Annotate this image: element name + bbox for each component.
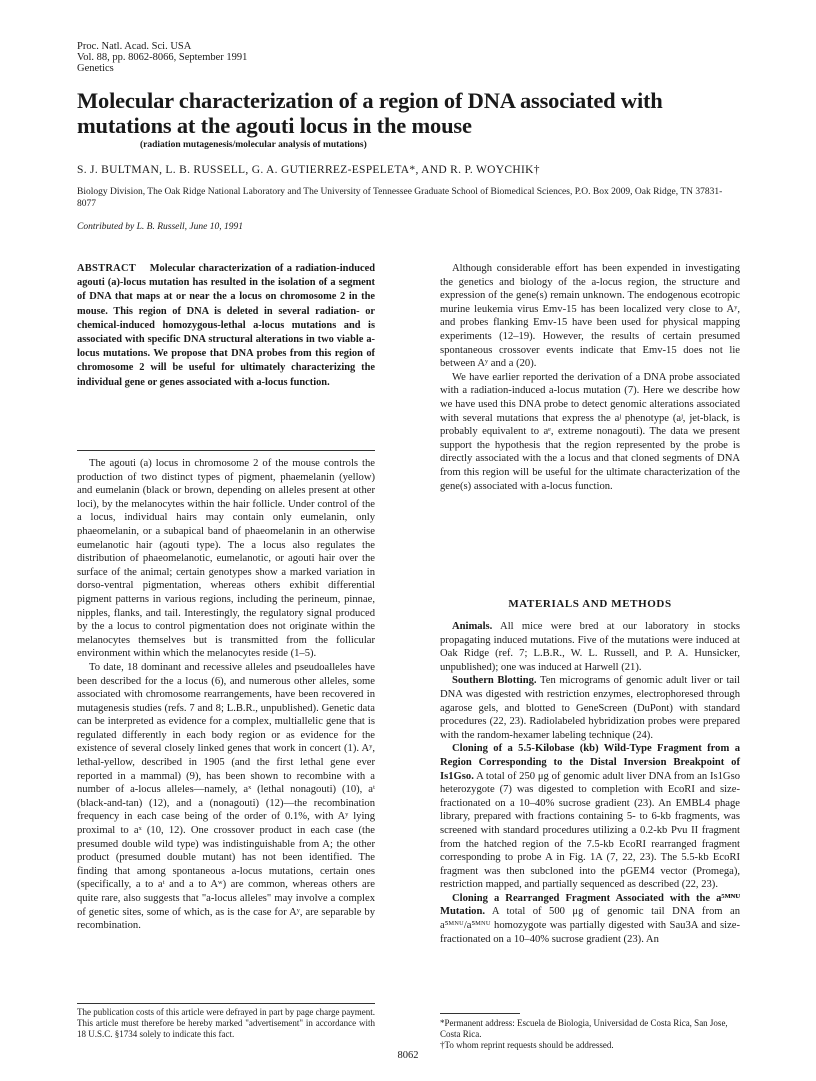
methods-cloning-wildtype-head: Cloning of a 5.5-Kilobase (kb) Wild-Type Fragment from a Region Corresponding to the Distal Inversion Breakpoint of Is1Gso. <box>440 743 740 782</box>
contributed-by <box>77 222 243 232</box>
page-number: 8062 <box>397 1050 419 1061</box>
address-footnotes <box>440 1018 740 1051</box>
methods-cloning-wildtype-text: A total of 250 μg of genomic adult liver DNA from an Is1Gso heterozygote (7) was digested to completion with EcoRI and size-fractionated on a 10–40% sucrose gradient (23). An EMBL4 phage library, prepared with fractions containing 5- to 6-kb fragments, was screened with standard procedures utilizing a 0.2-kb Pvu II fragment from the hatched region of the 7.5-kb EcoRI rearranged fragment corresponding to probe A in Fig. 1A (7, 22, 23). The 5.5-kb EcoRI fragment was then subcloned into the pGEM4 vector (Promega), restriction mapped, and partially sequenced as described (22, 23). <box>440 770 740 891</box>
methods-heading: MATERIALS AND METHODS <box>508 598 672 610</box>
methods-southern-text: Ten micrograms of genomic adult liver or tail DNA was digested with restriction enzymes, electrophoresed through agarose gels, and blotted to GeneScreen (DuPont) with standard procedures (22, 23). Radiolabeled hybridization probes were prepared with the random-hexamer labeling technique (24). <box>440 675 740 741</box>
journal-volume: Vol. 88, pp. 8062-8066, September 1991 <box>77 52 248 63</box>
journal-name: Proc. Natl. Acad. Sci. USA <box>77 41 192 52</box>
affiliation: Biology Division, The Oak Ridge National Laboratory and The University of Tennessee Graduate School of Biomedical Sciences, P.O. Box 2009, Oak Ridge, TN 37831-8077 <box>77 187 723 209</box>
abstract-text: Molecular characterization of a radiation-induced agouti (a)-locus mutation has resulted in the isolation of a segment of DNA that maps at or near the a locus on chromosome 2 in the mouse. This region of DNA is deleted in several radiation- or chemical-induced homozygous-lethal a-locus mutations and is associated with specific DNA structural alterations in two viable a-locus mutations. We propose that DNA probes from this region of chromosome 2 will be useful for ultimately characterizing the individual gene or genes associated with a-locus function. <box>77 263 375 388</box>
intro-paragraph-2: To date, 18 dominant and recessive alleles and pseudoalleles have been described for the a locus (6), and numerous other alleles, some associated with chromosome rearrangements, have been recovered in mutagenesis studies (refs. 7 and 8; L.B.R., unpublished). Genetic data can be interpreted as evidence for a complex, multiallelic gene that is regulated differently in each body region or as evidence for the existence of several closely linked genes that work in concert (1). Aʸ, lethal-yellow, described in 1905 (and the first lethal gene ever reported in a mammal) (9), has been shown to recombine with a number of a-locus alleles—namely, aˣ (lethal nonagouti) (10), aᵗ (black-and-tan) (12), and a (nonagouti) (12)—the recombination frequency in each case being of the order of 0.1%, with Aʸ lying proximal to aˣ (10, 12). One crossover product in each case (the presumed double wild type) was indistinguishable from A; the other product (presumed double mutant) has not been identified. The finding that among spontaneous a-locus mutations, certain ones (specifically, a to aᵗ and a to Aʷ) are common, whereas others are quite rare, also suggests that "a-locus alleles" may involve a complex of genetic sites, some of which, as is the case for Aʸ, are separable by recombination. <box>77 661 375 932</box>
abstract <box>77 262 375 390</box>
author-list: S. J. BULTMAN, L. B. RUSSELL, G. A. GUTIERREZ-ESPELETA*, AND R. P. WOYCHIK† <box>77 164 540 176</box>
left-column-body <box>77 457 375 933</box>
article-title: Molecular characterization of a region of DNA associated with mutations at the agouti locus in the mouse <box>77 88 663 138</box>
footnote-permanent-address: *Permanent address: Escuela de Biologia, Universidad de Costa Rica, San Jose, Costa Rica. <box>440 1018 728 1039</box>
methods-animals-text: All mice were bred at our laboratory in stocks propagating induced mutations. Five of the mutations were induced at Oak Ridge (ref. 7; L.B.R., W. L. Russell, and P. A. Hunsicker, unpublished); one was induced at Harwell (21). <box>440 621 740 673</box>
methods-southern-head: Southern Blotting. <box>452 675 537 687</box>
abstract-divider <box>77 450 375 451</box>
abstract-label: ABSTRACT <box>77 263 136 274</box>
methods-animals-head: Animals. <box>452 621 493 632</box>
methods-cloning-rearranged-text: A total of 500 μg of genomic tail DNA from an a⁵ᴹᴺᵁ/a⁵ᴹᴺᵁ homozygote was partially digested with Sau3A and size-fractionated on a 10–40% sucrose gradient (23). An <box>440 906 740 945</box>
journal-header <box>77 41 247 74</box>
journal-section: Genetics <box>77 63 114 74</box>
footnote-divider-right <box>440 1013 520 1014</box>
intro-paragraph-1: The agouti (a) locus in chromosome 2 of the mouse controls the production of two distinct types of pigment, phaemelanin (yellow) and eumelanin (black or brown, depending on alleles present at other loci), by the melanocytes within the hair follicle. Under control of the a locus, individual hairs may contain only eumelanin, only phaeomelanin, or a subapical band of phaeomelanin in an otherwise eumelanotic hair (agouti type). The a locus also regulates the distribution of phaeomelanotic, eumelanotic, or agouti hair over the surface of the animal; certain genotypes show a marked variation in dorso-ventral pigmentation, whereas others exhibit differential pigment patterns in various regions, including the perineum, pinnae, nipples, flanks, and tail. Interestingly, the regulatory signal produced by the a locus to control pigmentation does not originate within the melanocytes themselves but is transmitted from the follicular environment within which the melanocytes reside (1–5). <box>77 458 375 660</box>
publication-cost-note: The publication costs of this article were defrayed in part by page charge payment. This article must therefore be hereby marked "advertisement" in accordance with 18 U.S.C. §1734 solely to indicate this fact. <box>77 1007 375 1039</box>
methods-cloning-rearranged <box>440 892 740 946</box>
abstract-paragraph <box>77 262 375 390</box>
intro-paragraph-4: We have earlier reported the derivation of a DNA probe associated with a radiation-induced a-locus mutation (7). Here we describe how we have used this DNA probe to detect genomic alterations associated with several mutations that express the aʲ phenotype (aʲ, jet-black, is probably equivalent to aᵉ, extreme nonagouti). The data we present support the hypothesis that the region represented by the probe is directly associated with the a locus and that cloned segments of DNA from this region will be useful for the ultimate characterization of the gene(s) associated with a-locus function. <box>440 371 740 492</box>
methods-animals <box>440 620 740 674</box>
methods-southern <box>440 674 740 742</box>
footnote-reprint-requests: †To whom reprint requests should be addressed. <box>440 1040 614 1050</box>
methods-cloning-rearranged-head: Cloning a Rearranged Fragment Associated with the a⁵ᴹᴺᵁ Mutation. <box>440 892 740 918</box>
intro-paragraph-3: Although considerable effort has been expended in investigating the genetics and biology of the a-locus region, the structure and expression of the gene(s) remain unknown. The endogenous ecotropic murine leukemia virus Emv-15 has been localized very close to Aʸ, and probes flanking Emv-15 have been used for physical mapping experiments (12–19). However, the results of certain presumed spontaneous crossover events indicate that Emv-15 does not lie between Aʸ and a (20). <box>440 263 740 370</box>
methods-body <box>440 620 740 946</box>
methods-cloning-wildtype <box>440 742 740 892</box>
right-column-intro <box>440 262 740 493</box>
contributed-text: Contributed by L. B. Russell, June 10, 1991 <box>77 222 243 232</box>
footnote-divider-left <box>77 1003 375 1004</box>
article-keywords: (radiation mutagenesis/molecular analysis of mutations) <box>140 140 367 150</box>
